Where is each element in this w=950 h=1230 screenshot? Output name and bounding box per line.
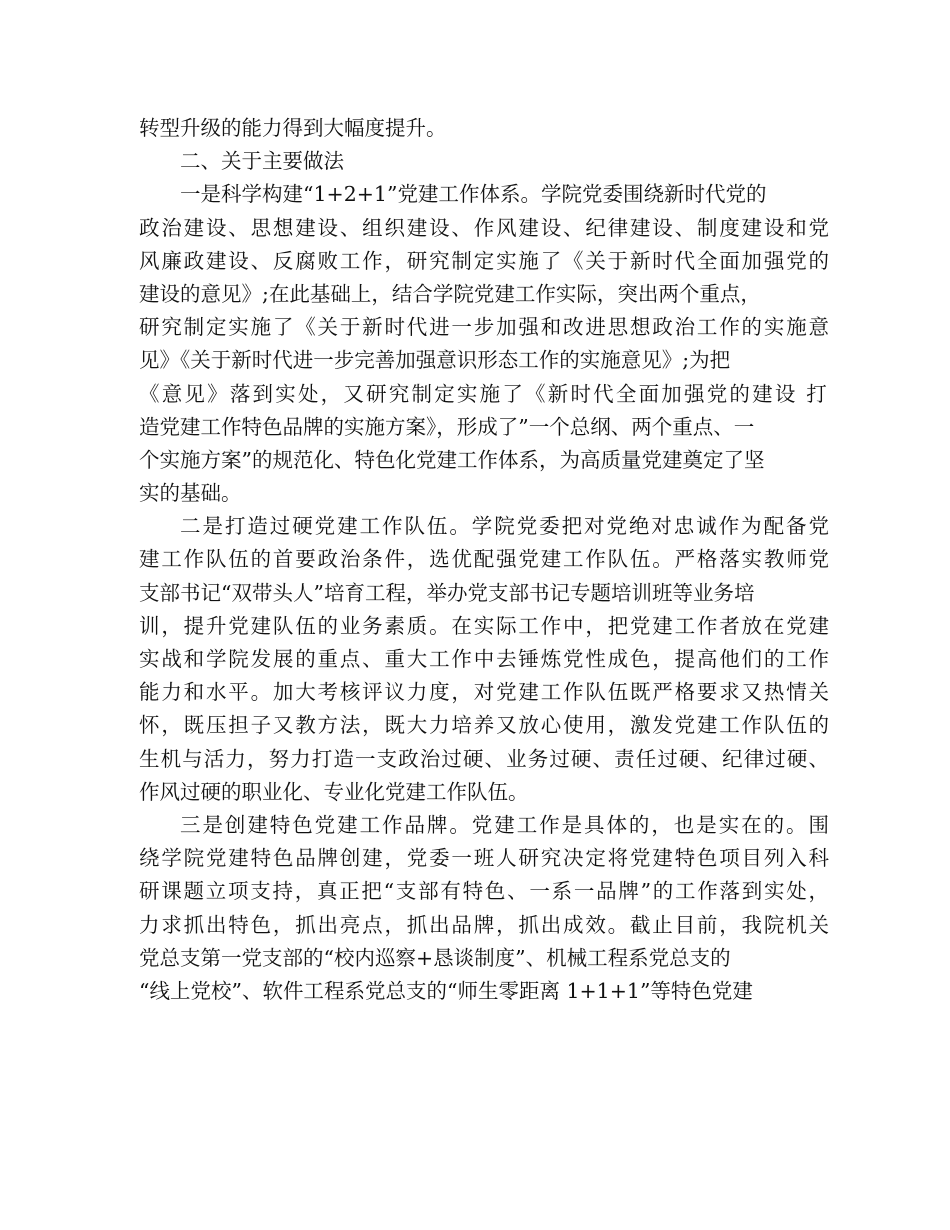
text-line: 怀，既压担子又教方法，既大力培养又放心使用，激发党建工作队伍的 xyxy=(139,713,831,738)
text-line: 实战和学院发展的重点、重大工作中去锤炼党性成色，提高他们的工作 xyxy=(139,647,831,671)
text-line: 能力和水平。加大考核评议力度，对党建工作队伍既严格要求又热情关 xyxy=(139,680,831,705)
text-line: 作风过硬的职业化、专业化党建工作队伍。 xyxy=(139,779,529,804)
text-line: 研究制定实施了《关于新时代进一步加强和改进思想政治工作的实施意 xyxy=(139,315,831,340)
text-line: 转型升级的能力得到大幅度提升。 xyxy=(139,116,447,140)
text-line: 造党建工作特色品牌的实施方案》，形成了”一个总纲、两个重点、一 xyxy=(139,414,755,439)
text-line: 二是打造过硬党建工作队伍。学院党委把对党绝对忠诚作为配备党 xyxy=(180,514,831,539)
text-line: 建设的意见》;在此基础上，结合学院党建工作实际，突出两个重点， xyxy=(139,281,761,306)
text-line: 绕学院党建特色品牌创建，党委一班人研究决定将党建特色项目列入科 xyxy=(139,846,831,871)
text-line: 政治建设、思想建设、组织建设、作风建设、纪律建设、制度建设和党 xyxy=(139,215,831,240)
text-line: 党总支第一党支部的“校内巡察+恳谈制度”、机械工程系党总支的 xyxy=(139,945,731,970)
text-line: 见》《关于新时代进一步完善加强意识形态工作的实施意见》;为把 xyxy=(139,348,731,373)
text-line: 生机与活力，努力打造一支政治过硬、业务过硬、责任过硬、纪律过硬、 xyxy=(139,746,831,771)
text-line: 《意见》落到实处，又研究制定实施了《新时代全面加强党的建设 打 xyxy=(139,381,829,406)
document-body xyxy=(139,112,829,1008)
text-line: 三是创建特色党建工作品牌。党建工作是具体的，也是实在的。围 xyxy=(180,812,831,837)
text-line: 力求抓出特色，抓出亮点，抓出品牌，抓出成效。截止目前，我院机关 xyxy=(139,912,831,937)
text-line: 二、关于主要做法 xyxy=(180,149,344,174)
text-line: 支部书记“双带头人”培育工程，举办党支部书记专题培训班等业务培 xyxy=(139,580,755,605)
text-line: 实的基础。 xyxy=(139,481,242,506)
text-line: 训，提升党建队伍的业务素质。在实际工作中，把党建工作者放在党建 xyxy=(139,613,831,638)
text-line: 建工作队伍的首要政治条件，选优配强党建工作队伍。严格落实教师党 xyxy=(139,547,831,572)
text-line: 研课题立项支持，真正把“支部有特色、一系一品牌”的工作落到实处， xyxy=(139,879,831,904)
text-line: “线上党校”、软件工程系党总支的“师生零距离 1+1+1”等特色党建 xyxy=(139,978,753,1003)
text-line: 风廉政建设、反腐败工作，研究制定实施了《关于新时代全面加强党的 xyxy=(139,248,831,273)
text-line: 个实施方案”的规范化、特色化党建工作体系，为高质量党建奠定了坚 xyxy=(139,447,765,472)
text-line: 一是科学构建“1+2+1”党建工作体系。学院党委围绕新时代党的 xyxy=(180,182,767,207)
